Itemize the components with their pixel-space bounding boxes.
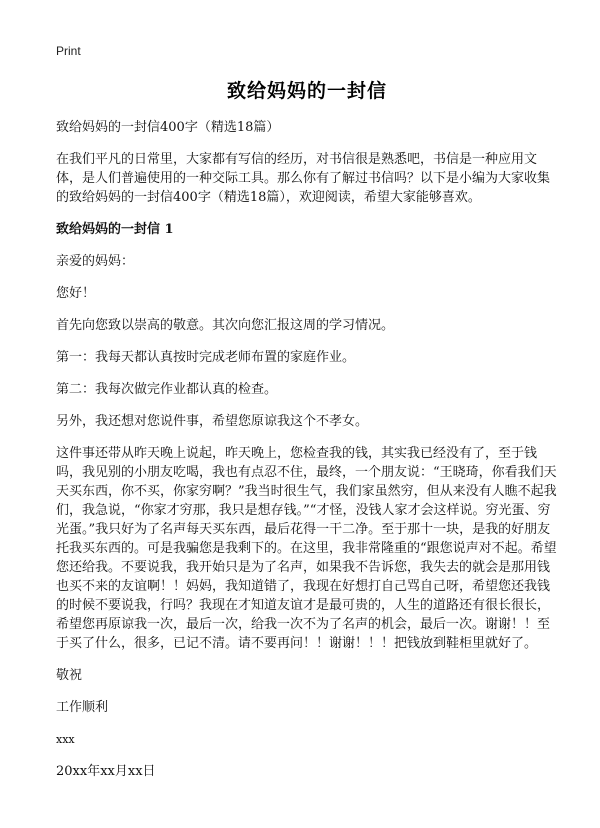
paragraph-1: 首先向您致以崇高的敬意。其次向您汇报这周的学习情况。 bbox=[56, 318, 395, 333]
intro-paragraph: 在我们平凡的日常里，大家都有写信的经历，对书信很是熟悉吧，书信是一种应用文体，是人们普遍使用的一种交际工具。那么你有了解过书信吗？以下是小编为大家收集的致给妈妈的一封信400字（精选18篇），欢迎阅读，希望大家能够喜欢。 bbox=[56, 152, 551, 205]
closing-1: 敬祝 bbox=[56, 668, 83, 683]
paragraph-5: 这件事还带从昨天晚上说起，昨天晚上，您检查我的钱，其实我已经没有了，至于钱吗，我见别的小朋友吃喝，我也有点忍不住，最终，一个朋友说：“王晓琦，你看我们天天买东西，你不买，你家穷啊？”我当时很生气，我们家虽然穷，但从来没有人瞧不起我们，我急说，“你家才穷那，我只是想存钱。”“才怪，没钱人家才会这样说。穷光蛋、穷光蛋。”我只好为了名声每天买东西，最后花得一干二净。至于那十一块，是我的好朋友托我买东西的。可是我骗您是我剩下的。在这里，我非常隆重的“跟您说声对不起。希望您还给我。不要说我，我开始只是为了名声，如果我不告诉您，我失去的就会是那用钱也买不来的友谊啊！！妈妈，我知道错了，我现在好想打自己骂自己呀，希望您还我钱的时候不要说我，行吗？我现在才知道友谊才是最可贵的，人生的道路还有很长很长，希望您再原谅我一次，最后一次，给我一次不为了名声的机会，最后一次。谢谢！！至于买了什么，很多，已记不清。请不要再问！！谢谢！！！把钱放到鞋柜里就好了。 bbox=[56, 446, 557, 651]
greeting: 您好！ bbox=[56, 286, 96, 301]
article-body bbox=[56, 118, 558, 794]
page-title: 致给妈妈的一封信 bbox=[226, 80, 387, 102]
salutation: 亲爱的妈妈： bbox=[56, 254, 135, 269]
paragraph-2: 第一：我每天都认真按时完成老师布置的家庭作业。 bbox=[56, 350, 356, 365]
closing-2: 工作顺利 bbox=[56, 700, 109, 715]
paragraph-4: 另外，我还想对您说件事，希望您原谅我这个不孝女。 bbox=[56, 414, 369, 429]
section-heading: 致给妈妈的一封信 1 bbox=[56, 222, 174, 237]
print-link[interactable]: Print bbox=[56, 44, 81, 58]
subtitle: 致给妈妈的一封信400字（精选18篇） bbox=[56, 120, 280, 135]
date: 20xx年xx月xx日 bbox=[56, 764, 156, 779]
signature: xxx bbox=[56, 733, 75, 746]
paragraph-3: 第二：我每次做完作业都认真的检查。 bbox=[56, 382, 278, 397]
